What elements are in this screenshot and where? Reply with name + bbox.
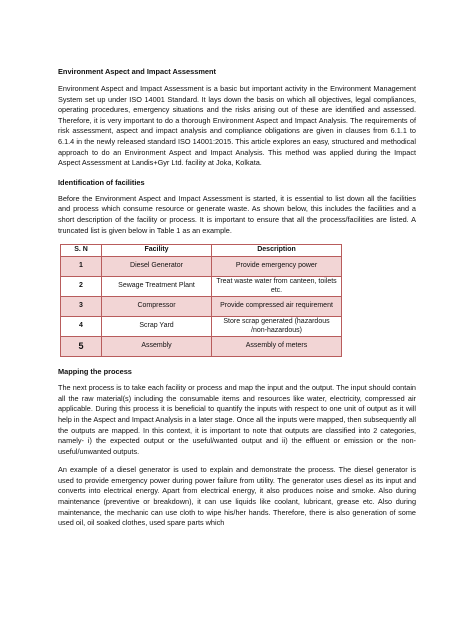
cell-sn: 5 [61, 337, 102, 357]
column-header-description: Description [212, 245, 342, 257]
table-row [61, 277, 342, 297]
identification-paragraph: Before the Environment Aspect and Impact Assessment is started, it is essential to list down all the facilities and process which consume resource or generate waste. As shown below, this includes the facilities and a short description of the facility or process. It is important to ensure that all the process/facilities are listed. A truncated list is given below in Table 1 as an example. [58, 193, 416, 235]
cell-sn: 1 [61, 257, 102, 277]
cell-facility: Assembly [102, 337, 212, 357]
section-heading-identification: Identification of facilities [58, 177, 145, 187]
table-row [61, 337, 342, 357]
column-header-sn: S. N [61, 245, 102, 257]
cell-description: Assembly of meters [212, 337, 342, 357]
cell-facility: Diesel Generator [102, 257, 212, 277]
cell-sn: 3 [61, 297, 102, 317]
cell-facility: Compressor [102, 297, 212, 317]
document-title: Environment Aspect and Impact Assessment [58, 67, 216, 76]
table-row [61, 317, 342, 337]
intro-paragraph: Environment Aspect and Impact Assessment is a basic but important activity in the Environment Management System set up under ISO 14001 Standard. It lays down the basis on which all objectives, legal compliances, operating procedures, emergency situations and the risks arising out of these are identified and assessed. Therefore, it is very important to do a thorough Environment Aspect and Impact Analysis. The requirements of risk assessment, aspect and impact analysis and compliance obligations are given in clauses from 6.1.1 to 6.1.4 in the newly released standard ISO 14001:2015. This article explores an easy, structured and methodical approach to do an Environment Aspect and Impact Analysis. This method was applied during the Impact Aspect Assessment at Landis+Gyr Ltd. facility at Joka, Kolkata. [58, 84, 416, 168]
table-row [61, 257, 342, 277]
mapping-paragraph-1: The next process is to take each facility or process and map the input and the output. The input should contain all the raw material(s) including the consumable items and resources like water, electricity, compressed air applicable. During this process it is beneficial to quantify the inputs with respect to one unit of output as it will help in the Aspect and Impact Analysis in a later stage. Once all the inputs were mapped, then subsequently all the outputs are mapped. In this context, it is important to note that outputs are classified into 2 categories, namely- i) the expected output or the useful/wanted output and ii) the effluent or emission or the non-useful/unwanted outputs. [58, 383, 416, 456]
table-row [61, 297, 342, 317]
cell-facility: Scrap Yard [102, 317, 212, 337]
section-heading-mapping: Mapping the process [58, 367, 132, 377]
column-header-facility: Facility [102, 245, 212, 257]
cell-sn: 2 [61, 277, 102, 297]
cell-sn: 4 [61, 317, 102, 337]
cell-facility: Sewage Treatment Plant [102, 277, 212, 297]
facilities-table [60, 244, 342, 357]
cell-description: Treat waste water from canteen, toilets etc. [212, 277, 342, 297]
mapping-paragraph-2: An example of a diesel generator is used to explain and demonstrate the process. The diesel generator is used to provide emergency power during power failure from utility. The generator uses diesel as its input and converts into electrical energy. Apart from electrical energy, it also produces noise and smoke. Also during maintenance (preventive or breakdown), it can use liquids like coolant, lubricant, grease etc. Also during maintenance, the mechanic can use cloth to wipe his/her hands. Therefore, there is also generation of some used oil, oil soaked clothes, used spare parts which [58, 465, 416, 528]
cell-description: Provide emergency power [212, 257, 342, 277]
cell-description: Provide compressed air requirement [212, 297, 342, 317]
cell-description: Store scrap generated (hazardous /non-hazardous) [212, 317, 342, 337]
table-header-row [61, 245, 342, 257]
